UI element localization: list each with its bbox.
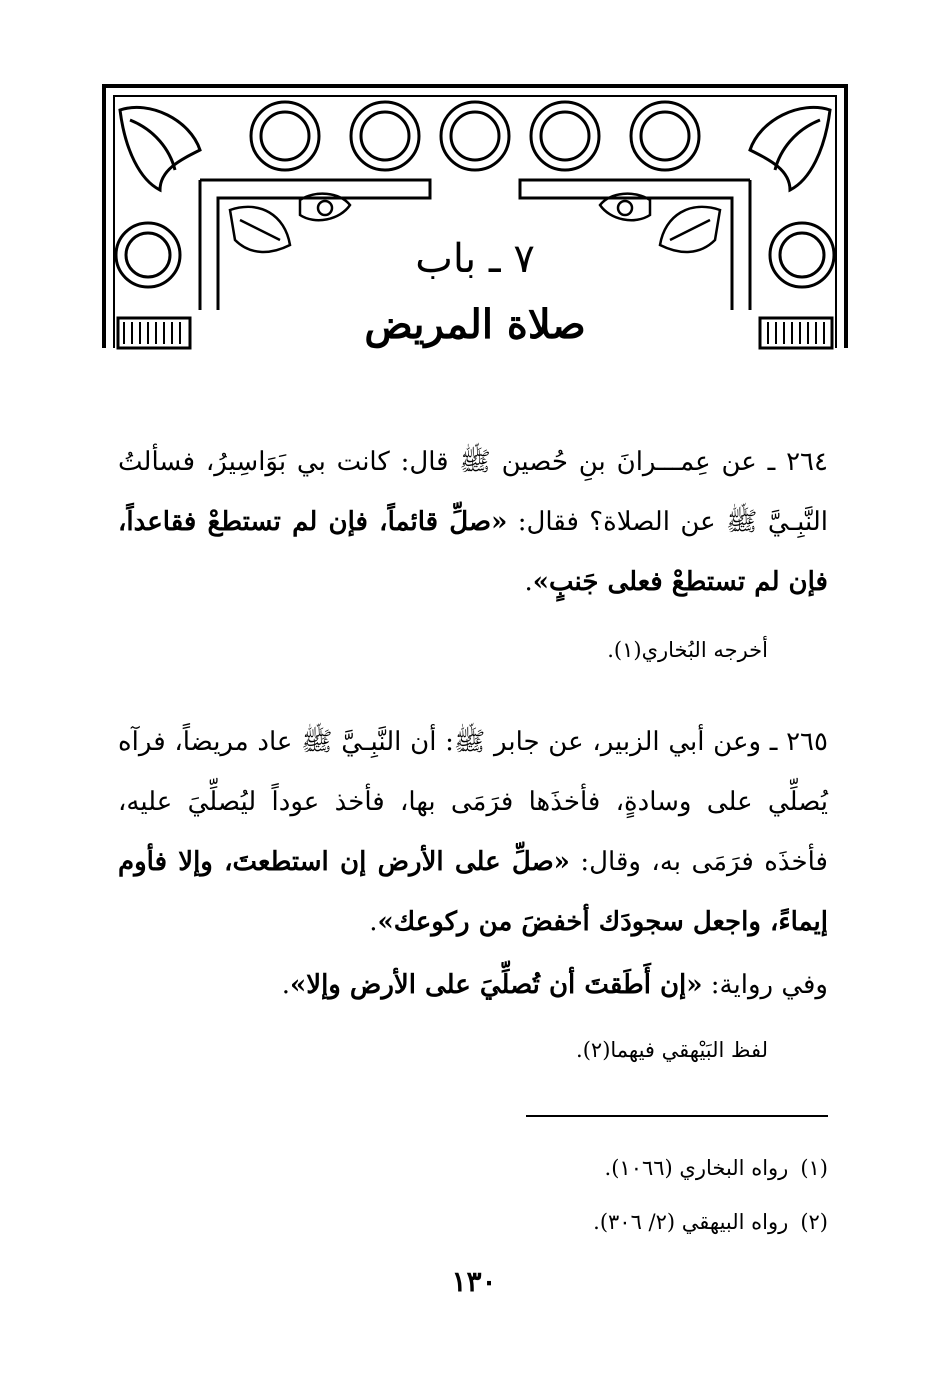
hadith-264-quote: «صلِّ قائماً، فإن لم تستطعْ فقاعداً، فإن لم تستطعْ فعلى جَنبٍ» <box>118 507 828 597</box>
variant-quote: «إن أَطَقتَ أن تُصلِّيَ على الأرض وإلا» <box>289 970 703 1000</box>
footnote-2-text: رواه البيهقي (٢/ ٣٠٦). <box>593 1210 789 1234</box>
page-number: ١٣٠ <box>451 1265 497 1298</box>
hadith-265-attribution: لفظ البَيْهقي فيهما(٢). <box>576 1038 768 1062</box>
variant-prefix: وفي رواية: <box>702 970 828 1000</box>
hadith-264-paragraph <box>118 432 828 612</box>
footnote-separator <box>526 1115 828 1117</box>
hadith-265-paragraph <box>118 712 828 952</box>
hadith-265-intro: ٢٦٥ ـ وعن أبي الزبير، عن جابر ﷺ: أن النَّبِـيَّ ﷺ عاد مريضاً، فرآه يُصلِّي على وسادةٍ، فأخذَها فرَمَى بها، فأخذ عوداً ليُصلِّيَ عليه، فأخذَه فرَمَى به، وقال: <box>118 727 828 877</box>
footnote-1-number: (١) <box>800 1156 828 1180</box>
chapter-title: صلاة المريض <box>364 301 586 348</box>
hadith-265-quote: «صلِّ على الأرض إن استطعتَ، وإلا فأوم إيماءً، واجعل سجودَك أخفضَ من ركوعك» <box>118 847 828 937</box>
hadith-264-end: . <box>524 567 533 597</box>
footnote-1 <box>128 1150 828 1186</box>
footnote-2-number: (٢) <box>800 1210 828 1234</box>
hadith-264-intro: ٢٦٤ ـ عن عِمـــرانَ بنِ حُصين ﷺ قال: كانت بي بَوَاسِيرُ، فسألتُ النَّبِـيَّ ﷺ عن الصلاة؟ فقال: <box>118 447 828 537</box>
chapter-label: ٧ ـ باب <box>415 236 535 282</box>
hadith-265-variant <box>118 958 828 1012</box>
variant-end: . <box>281 970 290 1000</box>
hadith-264-attribution: أخرجه البُخاري(١). <box>607 638 768 662</box>
footnote-1-text: رواه البخاري (١٠٦٦). <box>604 1156 789 1180</box>
hadith-265-end: . <box>369 907 378 937</box>
footnote-2 <box>128 1204 828 1240</box>
